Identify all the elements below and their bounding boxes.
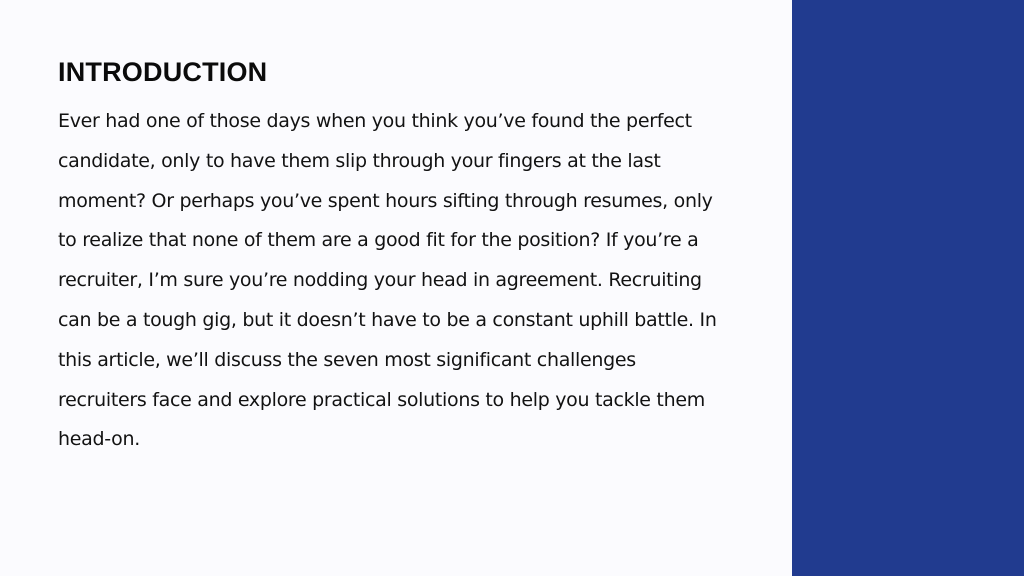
- slide-content: [58, 52, 738, 460]
- intro-paragraph: Ever had one of those days when you think you’ve found the perfect candidate, only to have them slip through your fingers at the last moment? Or perhaps you’ve spent hours sifting through resumes, only to realize that none of them are a good fit for the position? If you’re a recruiter, I’m sure you’re nodding your head in agreement. Recruiting can be a tough gig, but it doesn’t have to be a constant uphill battle. In this article, we’ll discuss the seven most significant challenges recruiters face and explore practical solutions to help you tackle them head-on.: [58, 110, 717, 451]
- side-accent-panel: [792, 0, 1024, 576]
- slide-heading: INTRODUCTION: [58, 57, 268, 87]
